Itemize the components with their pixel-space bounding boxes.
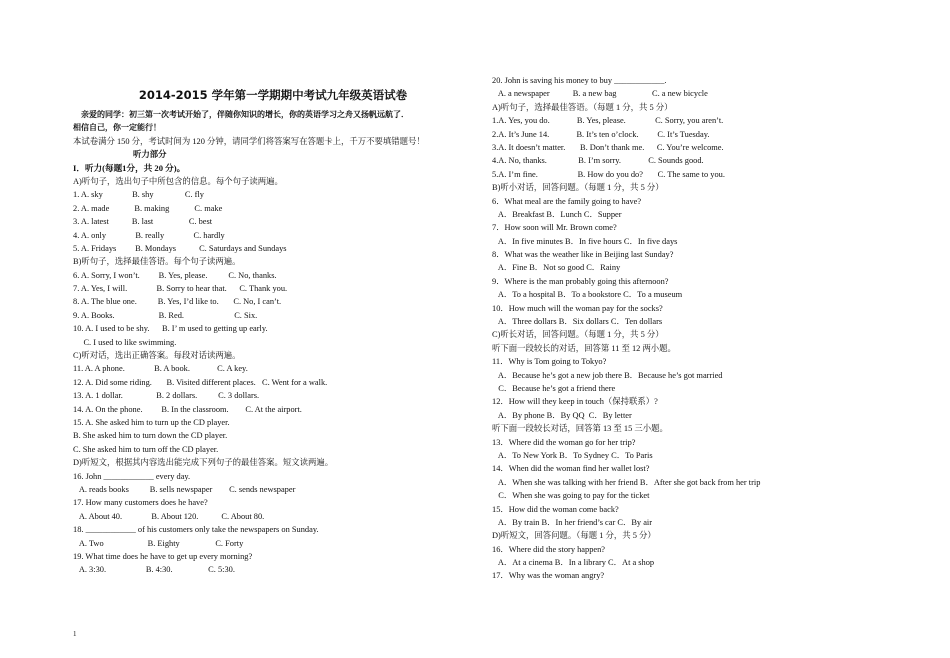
left-question-list bbox=[73, 175, 473, 577]
question-line: D)听短文，根据其内容选出能完成下列句子的最佳答案。短文读两遍。 bbox=[73, 458, 334, 468]
question-line: 15. A. She asked him to turn up the CD player. bbox=[73, 417, 230, 427]
question-line: 16．Where did the story happen? bbox=[492, 544, 606, 554]
question-line: A．To a hospital B．To a bookstore C．To a museum bbox=[492, 290, 683, 300]
right-question-list bbox=[492, 74, 922, 583]
question-line: 14．When did the woman find her wallet lost? bbox=[492, 464, 650, 474]
question-line: 12. A. Did some riding. B. Visited different places. C. Went for a walk. bbox=[73, 377, 328, 387]
question-line: 2. A. made B. making C. make bbox=[73, 203, 223, 213]
notice-text: 本试卷满分 150 分，考试时间为 120 分钟，请同学们将答案写在答题卡上，千万不要填错题号！ bbox=[73, 136, 425, 146]
question-line: B. She asked him to turn down the CD player. bbox=[73, 431, 228, 441]
question-line: 2.A. It’s June 14. B. It’s ten o’clock. C. It’s Tuesday. bbox=[492, 129, 710, 139]
intro-line-2: 相信自己，你一定能行！ bbox=[73, 123, 161, 133]
question-line: A．At a cinema B．In a library C．At a shop bbox=[492, 558, 655, 568]
question-line: 6．What meal are the family going to have? bbox=[492, 196, 642, 206]
question-line: 10．How much will the woman pay for the socks? bbox=[492, 303, 663, 313]
question-line: 18. ____________ of his customers only take the newspapers on Sunday. bbox=[73, 525, 319, 535]
question-line: 9．Where is the man probably going this afternoon? bbox=[492, 276, 669, 286]
question-line: 9. A. Books. B. Red. C. Six. bbox=[73, 310, 258, 320]
question-line: A．Because he’s got a new job there B．Because he’s got married bbox=[492, 370, 723, 380]
question-line: 13．Where did the woman go for her trip? bbox=[492, 437, 636, 447]
question-line: A．By phone B．By QQ C．By letter bbox=[492, 410, 632, 420]
question-line: 11．Why is Tom going to Tokyo? bbox=[492, 357, 607, 367]
question-line: A．To New York B．To Sydney C．To Paris bbox=[492, 450, 653, 460]
question-line: 5.A. I’m fine. B. How do you do? C. The same to you. bbox=[492, 169, 725, 179]
question-line: 3. A. latest B. last C. best bbox=[73, 217, 213, 227]
question-line: 7. A. Yes, I will. B. Sorry to hear that. C. Thank you. bbox=[73, 284, 288, 294]
question-line: 5. A. Fridays B. Mondays C. Saturdays and Sundays bbox=[73, 243, 287, 253]
question-line: C)听对话，选出正确答案。每段对话读两遍。 bbox=[73, 351, 241, 361]
question-line: 17．Why was the woman angry? bbox=[492, 571, 605, 581]
question-line: 16. John ____________ every day. bbox=[73, 471, 191, 481]
question-line: C)听长对话，回答问题。（每题 1 分，共 5 分） bbox=[492, 330, 664, 340]
left-column bbox=[73, 74, 473, 577]
question-line: 4.A. No, thanks. B. I’m sorry. C. Sounds good. bbox=[492, 156, 704, 166]
question-line: 14. A. On the phone. B. In the classroom. C. At the airport. bbox=[73, 404, 302, 414]
question-line: 12．How will they keep in touch（保持联系）? bbox=[492, 397, 658, 407]
question-line: A. 3:30. B. 4:30. C. 5:30. bbox=[73, 565, 235, 575]
question-line: 11. A. A phone. B. A book. C. A key. bbox=[73, 364, 248, 374]
question-line: D)听短文，回答问题。（每题 1 分，共 5 分） bbox=[492, 531, 656, 541]
section-one-heading: I．听力(每题1分，共 20 分)。 bbox=[73, 162, 186, 173]
question-line: B)听小对话，回答问题。（每题 1 分，共 5 分） bbox=[492, 183, 664, 193]
page-number: 1 bbox=[73, 630, 77, 638]
question-line: 6. A. Sorry, I won’t. B. Yes, please. C. No, thanks. bbox=[73, 270, 277, 280]
question-line: B)听句子，选择最佳答语。每个句子读两遍。 bbox=[73, 257, 241, 267]
listening-heading: 听力部分 bbox=[133, 150, 167, 160]
question-line: 听下面一段较长对话，回答第 13 至 15 三小题。 bbox=[492, 424, 668, 434]
question-line: A．Three dollars B．Six dollars C．Ten dollars bbox=[492, 317, 663, 327]
question-line: 10. A. I used to be shy. B. I’ m used to getting up early. bbox=[73, 324, 268, 334]
question-line: 15．How did the woman come back? bbox=[492, 504, 619, 514]
question-line: A．Breakfast B．Lunch C．Supper bbox=[492, 209, 622, 219]
question-line: 1. A. sky B. shy C. fly bbox=[73, 190, 204, 200]
question-line: 7．How soon will Mr. Brown come? bbox=[492, 223, 617, 233]
question-line: 19. What time does he have to get up every morning? bbox=[73, 551, 253, 561]
question-line: A. Two B. Eighty C. Forty bbox=[73, 538, 244, 548]
exam-title: 2014-2015 学年第一学期期中考试九年级英语试卷 bbox=[138, 88, 408, 102]
question-line: C. She asked him to turn off the CD player. bbox=[73, 444, 219, 454]
question-line: C．Because he’s got a friend there bbox=[492, 383, 616, 393]
intro-line-1: 亲爱的同学：初三第一次考试开始了，伴随你知识的增长，你的英语学习之舟又扬帆远航了． bbox=[73, 110, 409, 119]
question-line: A．Fine B．Not so good C．Rainy bbox=[492, 263, 621, 273]
question-line: 17. How many customers does he have? bbox=[73, 498, 208, 508]
question-line: A. reads books B. sells newspaper C. sends newspaper bbox=[73, 484, 296, 494]
question-line: 20. John is saving his money to buy ____________. bbox=[492, 76, 667, 85]
question-line: 1.A. Yes, you do. B. Yes, please. C. Sorry, you aren’t. bbox=[492, 116, 724, 126]
question-line: 听下面一段较长的对话，回答第 11 至 12 两小题。 bbox=[492, 343, 676, 353]
question-line: 8. A. The blue one. B. Yes, I’d like to. C. No, I can’t. bbox=[73, 297, 282, 307]
right-column bbox=[492, 74, 922, 583]
question-line: A．By train B．In her friend’s car C．By air bbox=[492, 517, 653, 527]
question-line: A. About 40. B. About 120. C. About 80. bbox=[73, 511, 265, 521]
question-line: A)听句子，选出句子中所包含的信息。每个句子读两遍。 bbox=[73, 176, 283, 186]
question-line: A．In five minutes B．In five hours C．In five days bbox=[492, 236, 678, 246]
question-line: 3.A. It doesn’t matter. B. Don’t thank me. C. You’re welcome. bbox=[492, 142, 724, 152]
question-line: 4. A. only B. really C. hardly bbox=[73, 230, 225, 240]
question-line: A)听句子，选择最佳答语。（每题 1 分，共 5 分） bbox=[492, 102, 673, 112]
question-line: A. a newspaper B. a new bag C. a new bicycle bbox=[492, 89, 708, 99]
question-line: 13. A. 1 dollar. B. 2 dollars. C. 3 dollars. bbox=[73, 391, 260, 401]
question-line: C. I used to like swimming. bbox=[73, 337, 177, 347]
question-line: C．When she was going to pay for the ticket bbox=[492, 491, 650, 501]
question-line: A．When she was talking with her friend B．After she got back from her trip bbox=[492, 477, 761, 487]
question-line: 8．What was the weather like in Beijing last Sunday? bbox=[492, 250, 674, 260]
